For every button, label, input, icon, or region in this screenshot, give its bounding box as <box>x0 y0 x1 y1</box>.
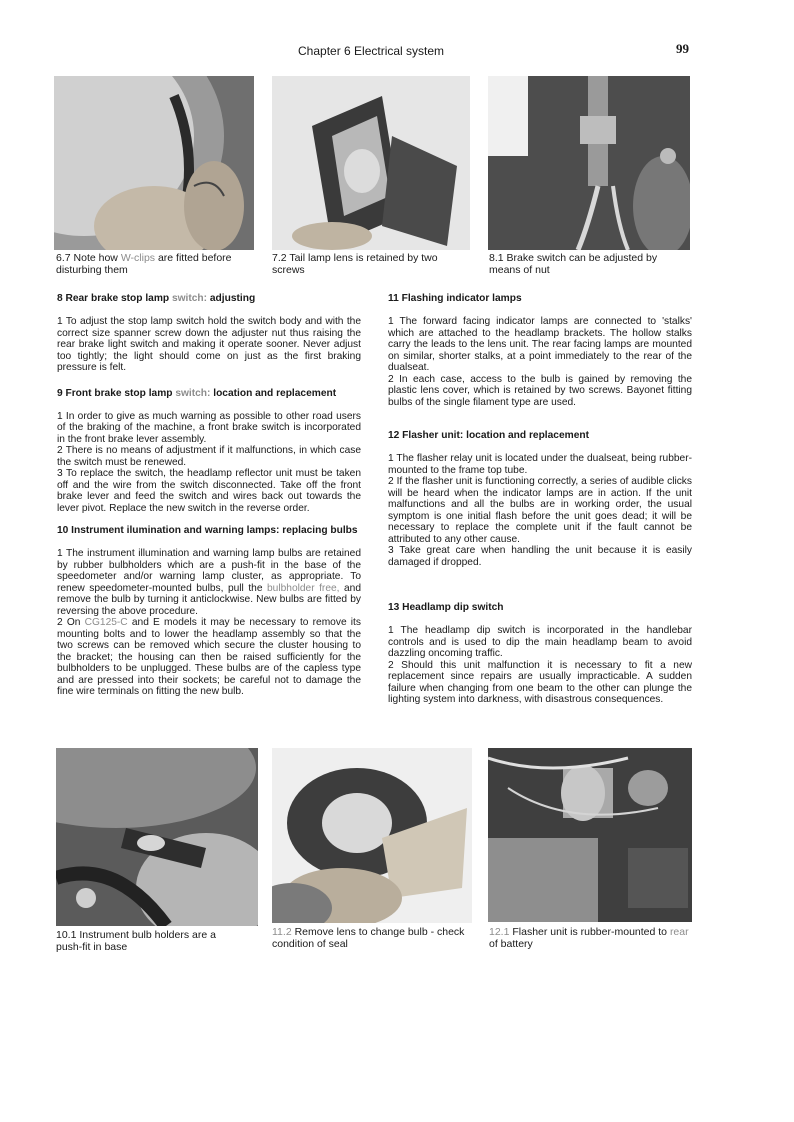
right-column <box>388 293 692 706</box>
section-heading-10: 10 Instrument ilumination and warning lamps: replacing bulbs <box>57 525 358 536</box>
photo-flasher-unit <box>488 748 692 922</box>
paragraph: 1 The forward facing indicator lamps are connected to 'stalks' which are attached to the headlamp brackets. The hollow stalks carry the leads to the lens unit. The rear facing lamps are mounted on similar, shorter stalks, at a point immediately to the rear of the dualseat. <box>388 316 692 373</box>
paragraph: 3 To replace the switch, the headlamp reflector unit must be taken off and the wire from the switch disconnected. Take off the front brake lever and feed the switch and wires back out towards the lever pivot. Replace the new switch in the reverse order. <box>57 468 361 514</box>
paragraph: 1 To adjust the stop lamp switch hold the switch body and with the correct size spanner screw down the adjuster nut thus raising the rear brake light switch and making it operate sooner. Never adjust too tightly; the light should come on just as the first braking pressure is felt. <box>57 316 361 373</box>
paragraph: 1 The flasher relay unit is located under the dualseat, being rubber-mounted to the frame top tube. <box>388 453 692 476</box>
section-heading-12: 12 Flasher unit: location and replacement <box>388 430 589 441</box>
paragraph: 3 Take great care when handling the unit because it is easily damaged if dropped. <box>388 545 692 568</box>
section-heading-8: 8 Rear brake stop lamp switch: adjusting <box>57 293 256 304</box>
chapter-title: Chapter 6 Electrical system <box>298 44 445 58</box>
paragraph: 1 The instrument illumination and warning lamp bulbs are retained by rubber bulbholders which are a push-fit in the base of the speedometer and/or warning lamp cluster, as appropriate. To renew speedometer-mounted bulbs, pull the bulbholder free, and remove the bulb by turning it anticlockwise. New bulbs are fitted by reversing the above procedure. <box>57 548 362 617</box>
left-column <box>57 293 361 698</box>
page-header <box>0 41 794 60</box>
caption-8-1: 8.1 Brake switch can be adjusted by means of nut <box>489 252 658 276</box>
photo-indicator-lens <box>272 748 472 923</box>
section-heading-11: 11 Flashing indicator lamps <box>388 293 522 304</box>
caption-7-2: 7.2 Tail lamp lens is retained by two screws <box>272 252 438 276</box>
caption-12-1: 12.1 Flasher unit is rubber-mounted to rear of battery <box>489 926 689 950</box>
photo-brake-switch <box>488 76 690 250</box>
caption-11-2: 11.2 Remove lens to change bulb - check condition of seal <box>272 926 465 950</box>
paragraph: 2 There is no means of adjustment if it malfunctions, in which case the switch must be renewed. <box>57 445 361 468</box>
page-number: 99 <box>676 41 689 56</box>
caption-10-1: 10.1 Instrument bulb holders are a push-fit in base <box>56 929 216 953</box>
section-heading-9: 9 Front brake stop lamp switch: location and replacement <box>57 387 337 399</box>
paragraph: 2 On CG125-C and E models it may be necessary to remove its mounting bolts and to lower the headlamp assembly so that the two screws can be removed which secure the cluster housing to the bracket; the housing can then be raised sufficiently for the bulbholders to be unplugged. These bulbs are of the capless type and are pressed into their sockets; be careful not to damage the fine wire terminals on fitting the new bulb. <box>57 617 361 697</box>
photo-instrument-bulb-holders <box>56 748 258 926</box>
section-heading-13: 13 Headlamp dip switch <box>388 602 504 613</box>
paragraph: 2 Should this unit malfunction it is necessary to fit a new replacement since repairs are usually impracticable. A sudden failure when changing from one beam to the other can plunge the lighting system into darkness, with disastrous consequences. <box>388 659 692 705</box>
paragraph: 1 In order to give as much warning as possible to other road users of the braking of the machine, a front brake switch is incorporated in the front brake lever assembly. <box>57 410 361 445</box>
caption-6-7: 6.7 Note how W-clips are fitted before disturbing them <box>56 252 232 276</box>
paragraph: 2 In each case, access to the bulb is gained by removing the plastic lens cover, which is retained by two screws. Bayonet fitting bulbs of the single filament type are used. <box>388 373 692 408</box>
paragraph: 2 If the flasher unit is functioning correctly, a series of audible clicks will be heard when the indicator lamps are in action. If the unit malfunctions and all the bulbs are in working order, the usual symptom is one initial flash before the unit goes dead; it will be necessary to replace the complete unit if the fault cannot be attributed to any other cause. <box>388 476 692 545</box>
photo-headlamp-wclips <box>54 76 254 250</box>
paragraph: 1 The headlamp dip switch is incorporated in the handlebar controls and is used to dip the main headlamp beam to avoid dazzling oncoming traffic. <box>388 625 692 659</box>
photo-tail-lamp <box>272 76 470 250</box>
